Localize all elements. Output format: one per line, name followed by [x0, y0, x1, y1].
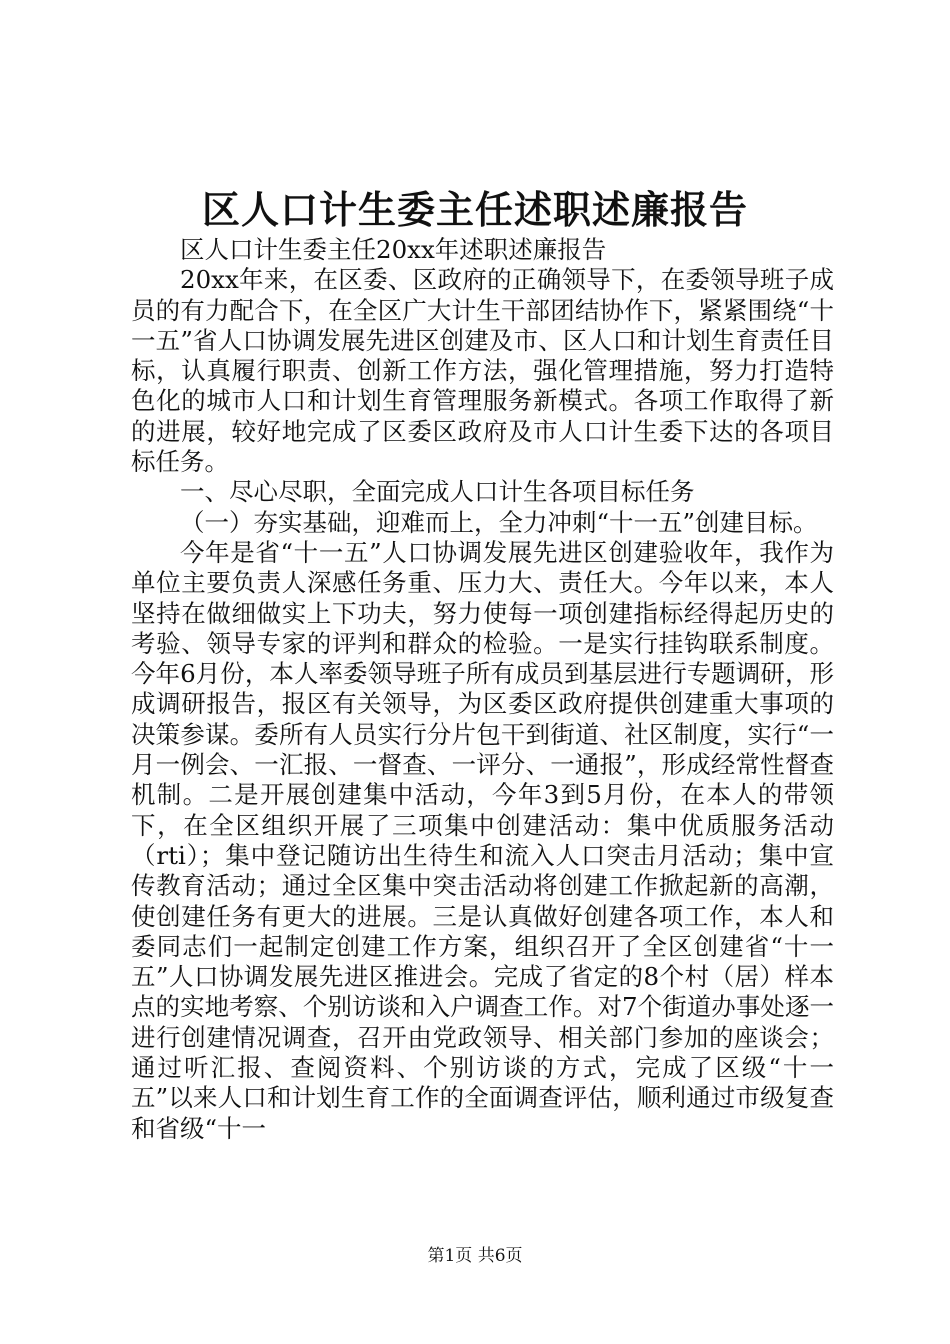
document-body: [131, 235, 834, 1144]
intro-paragraph: 20xx年来，在区委、区政府的正确领导下，在委领导班子成员的有力配合下，在全区广大计生干部团结协作下，紧紧围绕“十一五”省人口协调发展先进区创建及市、区人口和计划生育责任目标，认真履行职责、创新工作方法，强化管理措施，努力打造特色化的城市人口和计划生育管理服务新模式。各项工作取得了新的进展，较好地完成了区委区政府及市人口计生委下达的各项目标任务。: [131, 265, 834, 477]
subtitle-paragraph: 区人口计生委主任20xx年述职述廉报告: [180, 235, 607, 264]
page-footer: 第1页 共6页: [427, 1246, 523, 1266]
document-title: 区人口计生委主任述职述廉报告: [201, 187, 748, 232]
section-heading: 一、尽心尽职，全面完成人口计生各项目标任务: [180, 477, 695, 507]
subsection-heading: （一）夯实基础，迎难而上，全力冲刺“十一五”创建目标。: [180, 507, 818, 537]
body-paragraph: 今年是省“十一五”人口协调发展先进区创建验收年，我作为单位主要负责人深感任务重、压力大、责任大。今年以来，本人坚持在做细做实上下功夫，努力使每一项创建指标经得起历史的考验、领导专家的评判和群众的检验。一是实行挂钩联系制度。今年6月份，本人率委领导班子所有成员到基层进行专题调研，形成调研报告，报区有关领导，为区委区政府提供创建重大事项的决策参谋。委所有人员实行分片包干到街道、社区制度，实行“一月一例会、一汇报、一督查、一评分、一通报”，形成经常性督查机制。二是开展创建集中活动，今年3到5月份，在本人的带领下，在全区组织开展了三项集中创建活动：集中优质服务活动（rti）；集中登记随访出生待生和流入人口突击月活动；集中宣传教育活动；通过全区集中突击活动将创建工作掀起新的高潮，使创建任务有更大的进展。三是认真做好创建各项工作，本人和委同志们一起制定创建工作方案，组织召开了全区创建省“十一五”人口协调发展先进区推进会。完成了省定的8个村（居）样本点的实地考察、个别访谈和入户调查工作。对7个街道办事处逐一进行创建情况调查，召开由党政领导、相关部门参加的座谈会；通过听汇报、查阅资料、个别访谈的方式，完成了区级“十一五”以来人口和计划生育工作的全面调查评估，顺利通过市级复查和省级“十一: [131, 537, 834, 1143]
